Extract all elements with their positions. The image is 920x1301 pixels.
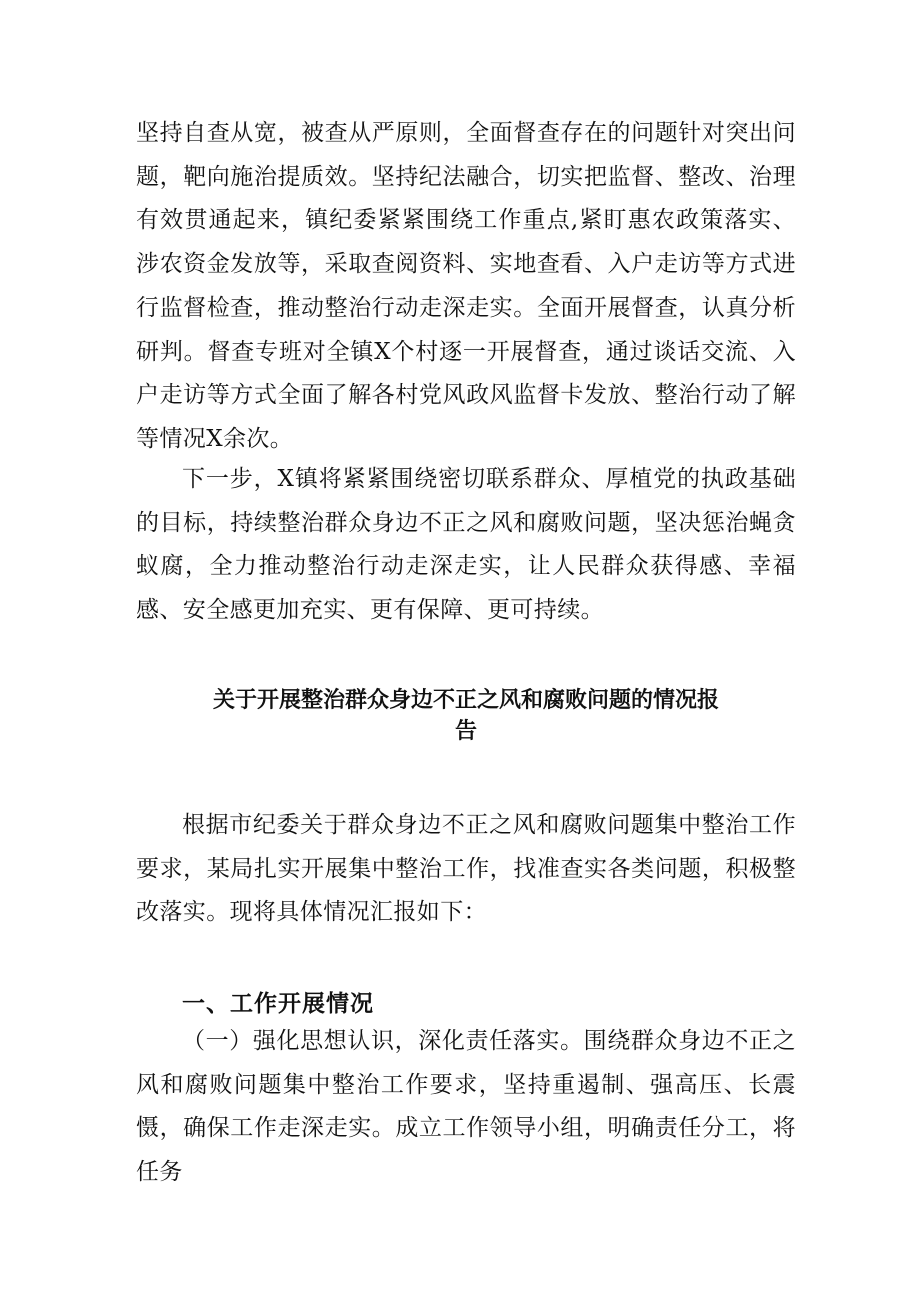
report-title-line1: 关于开展整治群众身边不正之风和腐败问题的情况报 xyxy=(212,688,719,713)
section-heading-work-status: 一、工作开展情况 xyxy=(182,991,374,1017)
paragraph-intro: 根据市纪委关于群众身边不正之风和腐败问题集中整治工作要求，某局扎实开展集中整治工作，找准查实各类问题，积极整改落实。现将具体情况汇报如下： xyxy=(136,812,796,926)
paragraph-continued: 坚持自查从宽，被查从严原则，全面督查存在的问题针对突出问题，靶向施治提质效。坚持纪法融合，切实把监督、整改、治理有效贯通起来，镇纪委紧紧围绕工作重点,紧盯惠农政策落实、涉农资金发放等，采取查阅资料、实地查看、入户走访等方式进行监督检查，推动整治行动走深走实。全面开展督查，认真分析研判。督查专班对全镇X个村逐一开展督查，通过谈话交流、入户走访等方式全面了解各村党风政风监督卡发放、整治行动了解等情况X余次。 xyxy=(136,120,796,452)
paragraph-section1: （一）强化思想认识，深化责任落实。围绕群众身边不正之风和腐败问题集中整治工作要求，坚持重遏制、强高压、长震慑，确保工作走深走实。成立工作领导小组，明确责任分工，将任务 xyxy=(136,1028,796,1186)
report-title-line2: 告 xyxy=(454,719,477,744)
paragraph-next-step: 下一步，X镇将紧紧围绕密切联系群众、厚植党的执政基础的目标，持续整治群众身边不正之风和腐败问题，坚决惩治蝇贪蚁腐，全力推动整治行动走深走实，让人民群众获得感、幸福感、安全感更加充实、更有保障、更可持续。 xyxy=(136,466,796,624)
